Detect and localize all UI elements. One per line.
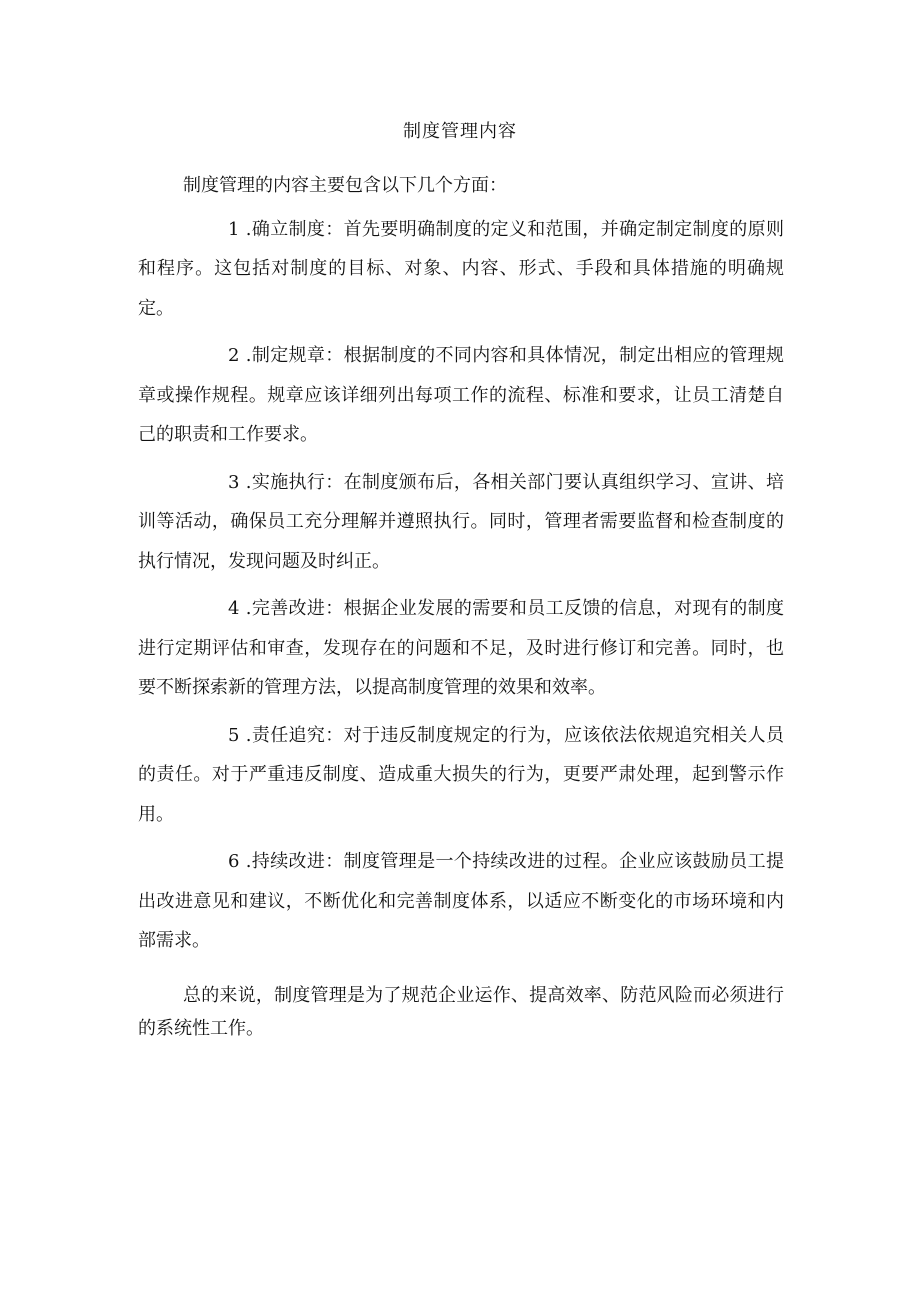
item-number: 4 <box>228 598 240 619</box>
document-title: 制度管理内容 <box>403 121 517 142</box>
item-text: .制定规章：根据制度的不同内容和具体情况，制定出相应的管理规章或操作规程。规章应该详细列出每项工作的流程、标准和要求，让员工清楚自己的职责和工作要求。 <box>138 345 784 445</box>
document-body <box>138 166 784 1053</box>
item-number: 5 <box>228 724 240 746</box>
list-item <box>138 210 784 329</box>
list-item <box>138 336 784 455</box>
item-text: .责任追究：对于违反制度规定的行为，应该依法依规追究相关人员的责任。对于严重违反制度、造成重大损失的行为，更要严肃处理，起到警示作用。 <box>138 724 784 825</box>
list-item <box>138 463 784 582</box>
list-item <box>138 589 784 708</box>
list-item <box>138 842 784 961</box>
intro-paragraph: 制度管理的内容主要包含以下几个方面： <box>183 175 507 196</box>
item-text: .完善改进：根据企业发展的需要和员工反馈的信息，对现有的制度进行定期评估和审查，发现存在的问题和不足，及时进行修订和完善。同时，也要不断探索新的管理方法，以提高制度管理的效果和效率。 <box>138 598 784 698</box>
item-text: .持续改进：制度管理是一个持续改进的过程。企业应该鼓励员工提出改进意见和建议，不断优化和完善制度体系，以适应不断变化的市场环境和内部需求。 <box>138 851 784 951</box>
item-number: 6 <box>228 851 240 872</box>
summary-paragraph: 总的来说，制度管理是为了规范企业运作、提高效率、防范风险而必须进行的系统性工作。 <box>138 984 784 1039</box>
item-text: .实施执行：在制度颁布后，各相关部门要认真组织学习、宣讲、培训等活动，确保员工充分理解并遵照执行。同时，管理者需要监督和检查制度的执行情况，发现问题及时纠正。 <box>138 471 784 572</box>
item-text: .确立制度：首先要明确制度的定义和范围，并确定制定制度的原则和程序。这包括对制度的目标、对象、内容、形式、手段和具体措施的明确规定。 <box>138 218 784 319</box>
item-number: 3 <box>228 471 240 493</box>
item-number: 2 <box>228 345 240 366</box>
item-number: 1 <box>228 218 240 240</box>
list-item <box>138 716 784 835</box>
